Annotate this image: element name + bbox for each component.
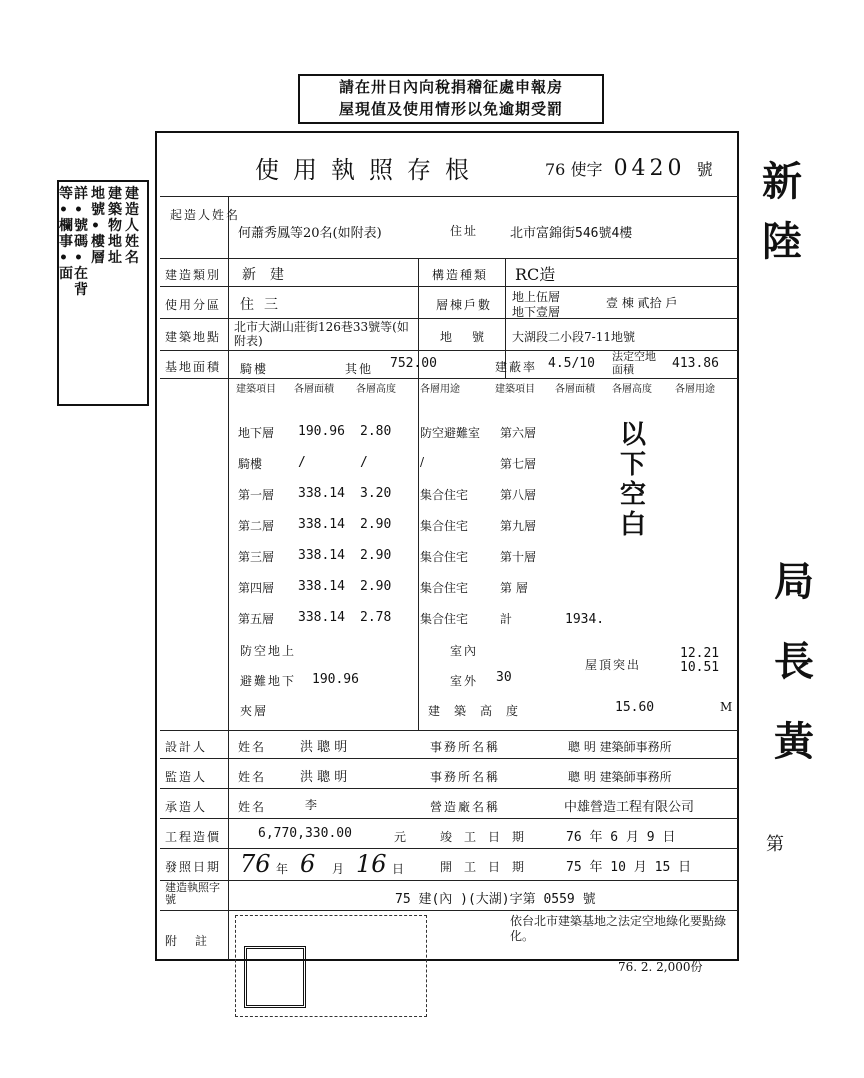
complete-value: 76 年 6 月 9 日 (566, 830, 676, 845)
floor-name: 第三層 (238, 550, 275, 564)
floor-name: 第四層 (238, 581, 275, 595)
zone-label: 使用分區 (165, 298, 222, 312)
issue-month: 6 (300, 850, 316, 878)
lot-label: 地號 (440, 330, 505, 344)
tax-notice-line-1: 請在卅日內向稅捐稽征處申報房 (338, 78, 563, 96)
zone-value: 住三 (240, 297, 288, 313)
print-note: 76. 2. 2,000份 (618, 960, 703, 974)
floor-use: 集合住宅 (420, 488, 469, 502)
floor-height: 2.90 (360, 579, 392, 594)
floor-area: 338.14 (298, 517, 345, 532)
permit-suffix: 號 (696, 160, 713, 179)
floors-label: 層棟戶數 (436, 298, 493, 312)
floor-header-cell: 各層高度 (356, 384, 396, 395)
floor-name: 第五層 (238, 612, 275, 626)
shelter-under-value: 190.96 (312, 672, 359, 687)
floor-height: / (360, 455, 368, 470)
blank-note: 以下空白 (620, 420, 647, 540)
side-note-col-2: 建築物地址 (108, 186, 122, 266)
height-value: 15.60 (615, 700, 655, 715)
issue-year: 76 (240, 850, 271, 878)
permit-no-value: 75 建(內 )(大湖)字第 0559 號 (395, 892, 596, 907)
permit-number (545, 156, 713, 181)
issue-month-unit: 月 (332, 862, 345, 876)
contractor-firm: 中雄營造工程有限公司 (564, 800, 695, 815)
permit-no-label: 建造執照字號 (165, 881, 220, 906)
floor-header-cell: 建築項目 (236, 384, 276, 395)
issue-year-unit: 年 (276, 862, 289, 876)
floor-use: 集合住宅 (420, 612, 469, 626)
seal-icon (244, 946, 306, 1008)
floor-header-cell: 各層用途 (420, 384, 460, 395)
floor-name-right: 第八層 (500, 488, 537, 502)
floor-header-cell: 各層面積 (555, 384, 595, 395)
total-area: 1934. (565, 612, 605, 627)
floor-name: 第一層 (238, 488, 275, 502)
builder-value: 何蕭秀鳳等20名(如附表) (238, 226, 382, 241)
stamp-char-4: 長 (774, 638, 814, 685)
rule (160, 318, 738, 319)
floor-use: 集合住宅 (420, 550, 469, 564)
floor-area: 338.14 (298, 486, 345, 501)
stamp-char-1: 新 (762, 158, 802, 205)
shelter-label: 防空地上 (240, 644, 297, 658)
site-value: 北市大湖山莊街126巷33號等(如附表) (234, 320, 409, 348)
remarks-text: 依台北市建築基地之法定空地綠化要點綠化。 (510, 914, 727, 943)
issue-day-unit: 日 (392, 862, 405, 876)
floor-area: 190.96 (298, 424, 345, 439)
outdoor-label: 室外 (450, 674, 479, 688)
structure-value: RC造 (515, 265, 556, 284)
roof-value-1: 12.21 (680, 646, 720, 661)
floors-value-1: 地上伍層 (512, 290, 561, 304)
floor-name: 騎樓 (238, 457, 263, 471)
contractor-name-label: 姓名 (238, 800, 267, 814)
rule (160, 258, 738, 259)
base-area-label: 基地面積 (165, 360, 222, 374)
side-note-col-4: 詳•號碼•在背 (74, 186, 88, 298)
structure-label: 構造種類 (432, 268, 489, 282)
roof-label: 屋頂突出 (585, 658, 642, 672)
issue-day: 16 (356, 850, 387, 878)
floor-height: 2.80 (360, 424, 392, 439)
rule (418, 258, 419, 730)
supervisor-label: 監造人 (165, 770, 208, 784)
floors-value-2: 地下壹層 (512, 305, 561, 319)
rule (160, 730, 738, 731)
stamp-char-3: 局 (774, 558, 814, 605)
designer-office-label: 事務所名稱 (430, 740, 501, 754)
form-title: 使用執照存根 (255, 156, 483, 184)
floor-height: 2.90 (360, 548, 392, 563)
supervisor-office-label: 事務所名稱 (430, 770, 501, 784)
coverage-value: 4.5/10 (548, 356, 595, 371)
side-note-col-5: 等•欄事•面 (59, 186, 73, 282)
stamp-char-5: 黃 (774, 718, 814, 765)
floor-use: 集合住宅 (420, 581, 469, 595)
rule (160, 910, 738, 911)
floor-name-right: 第九層 (500, 519, 537, 533)
floor-name-right: 第 層 (500, 581, 528, 595)
cost-unit: 元 (394, 830, 407, 844)
floor-use: / (420, 455, 425, 469)
build-type-value: 新建 (242, 267, 298, 283)
start-value: 75 年 10 月 15 日 (566, 860, 692, 875)
rule (228, 196, 229, 960)
rule (160, 818, 738, 819)
height-label: 建築高度 (428, 704, 533, 718)
arcade-label: 騎樓 (240, 362, 269, 376)
floor-height: 3.20 (360, 486, 392, 501)
address-value: 北市富錦街546號4樓 (510, 226, 633, 241)
designer-name: 洪 聰 明 (300, 740, 348, 755)
supervisor-office: 聰 明 建築師事務所 (568, 770, 672, 784)
contractor-firm-label: 營造廠名稱 (430, 800, 501, 814)
rule (160, 378, 738, 379)
stamp-char-2: 陸 (762, 218, 802, 265)
floor-name: 第二層 (238, 519, 275, 533)
outdoor-value: 30 (496, 670, 512, 685)
floor-use: 集合住宅 (420, 519, 469, 533)
remarks-label: 附註 (165, 934, 226, 948)
floor-header-cell: 各層用途 (675, 384, 715, 395)
open-space-value: 413.86 (672, 356, 719, 371)
coverage-label: 建蔽率 (495, 360, 538, 374)
designer-office: 聰 明 建築師事務所 (568, 740, 672, 754)
rule (160, 758, 738, 759)
shelter-under-label: 避難地下 (240, 674, 297, 688)
tax-notice-line-2: 屋現值及使用情形以免逾期受罰 (338, 100, 563, 118)
floor-use: 防空避難室 (420, 426, 481, 440)
rule (160, 848, 738, 849)
floor-header-cell: 建築項目 (495, 384, 535, 395)
permit-prefix: 使字 (570, 160, 603, 179)
site-label: 建築地點 (165, 330, 222, 344)
side-note (57, 180, 149, 406)
cost-value: 6,770,330.00 (258, 826, 352, 841)
supervisor-name: 洪 聰 明 (300, 770, 348, 785)
other-label: 其他 (345, 362, 374, 376)
designer-name-label: 姓名 (238, 740, 267, 754)
floor-name: 地下層 (238, 426, 275, 440)
floor-area: / (298, 455, 306, 470)
floor-name-right: 計 (500, 612, 513, 626)
right-stamp (748, 150, 858, 870)
builder-label: 起造人姓名 (170, 208, 241, 222)
contractor-label: 承造人 (165, 800, 208, 814)
lot-value: 大湖段二小段7-11地號 (512, 330, 635, 344)
floor-name-right: 第十層 (500, 550, 537, 564)
address-label: 住址 (450, 224, 479, 238)
stamp-seals (235, 915, 427, 1017)
rule (160, 196, 738, 197)
start-label: 開工日期 (440, 860, 537, 874)
other-value: 752.00 (390, 356, 437, 371)
floor-header-cell: 各層高度 (612, 384, 652, 395)
tax-notice (298, 74, 604, 124)
mezz-label: 夾層 (240, 704, 269, 718)
rule (160, 880, 738, 881)
floor-area: 338.14 (298, 548, 345, 563)
cost-label: 工程造價 (165, 830, 222, 844)
open-space-label: 法定空地面積 (612, 350, 656, 376)
permit-no: 0420 (613, 156, 686, 181)
floor-header-cell: 各層面積 (294, 384, 334, 395)
floor-area: 338.14 (298, 610, 345, 625)
rule (160, 788, 738, 789)
stamp-char-6: 第 (766, 834, 784, 855)
roof-value-2: 10.51 (680, 660, 720, 675)
side-note-col-1: 建造人姓名 (125, 186, 139, 266)
floor-name-right: 第六層 (500, 426, 537, 440)
indoor-label: 室內 (450, 644, 479, 658)
floors-value-3: 壹 棟 貳拾 戶 (606, 296, 678, 310)
floor-name-right: 第七層 (500, 457, 537, 471)
contractor-name: 李 (305, 798, 318, 812)
complete-label: 竣工日期 (440, 830, 537, 844)
floor-height: 2.78 (360, 610, 392, 625)
supervisor-name-label: 姓名 (238, 770, 267, 784)
issue-label: 發照日期 (165, 860, 222, 874)
side-note-col-3: 地號•樓層 (91, 186, 105, 266)
floor-height: 2.90 (360, 517, 392, 532)
floor-area: 338.14 (298, 579, 345, 594)
permit-year: 76 (545, 160, 566, 179)
rule (160, 286, 738, 287)
designer-label: 設計人 (165, 740, 208, 754)
height-unit: M (720, 700, 733, 714)
build-type-label: 建造類別 (165, 268, 222, 282)
